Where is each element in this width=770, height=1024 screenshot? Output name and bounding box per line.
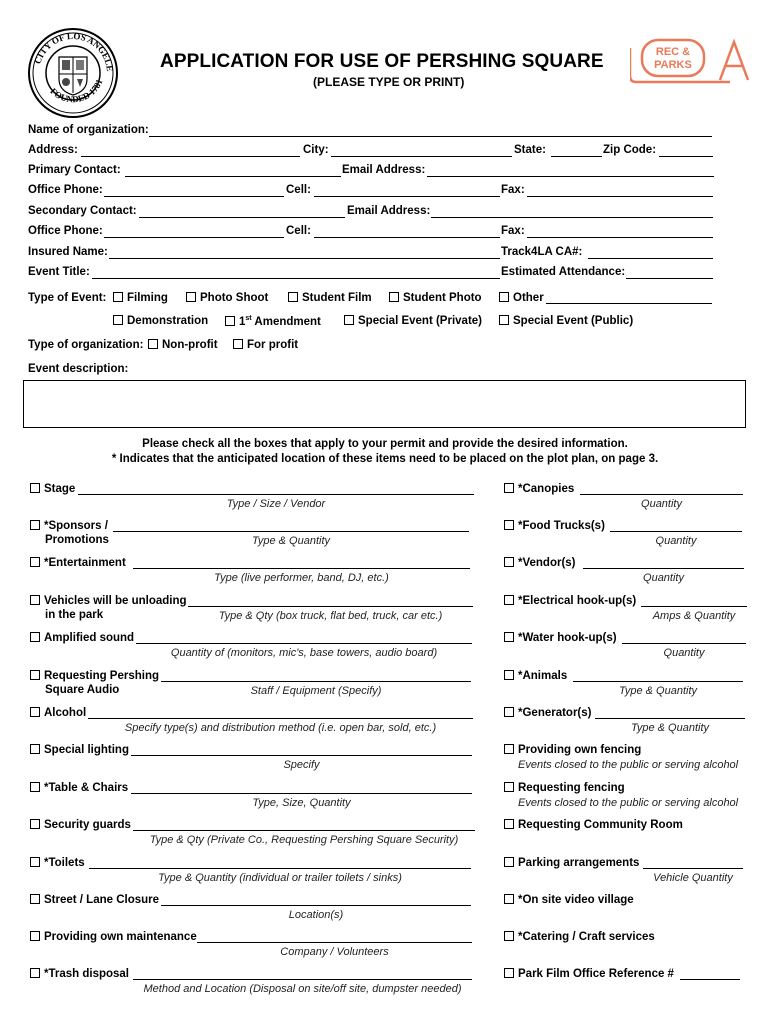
lighting-field[interactable]	[131, 755, 472, 756]
demonstration-label: Demonstration	[127, 315, 209, 327]
logo-rec-text: REC &	[655, 46, 691, 58]
security-checkbox[interactable]	[30, 819, 131, 831]
filming-checkbox[interactable]	[113, 292, 168, 304]
amplified-field[interactable]	[136, 643, 472, 644]
amendment-sup: st	[245, 315, 252, 322]
street-label: Street / Lane Closure	[44, 894, 160, 906]
fax2-label: Fax:	[501, 225, 525, 237]
photo-shoot-checkbox[interactable]	[186, 292, 268, 304]
vehicles-hint: Type & Qty (box truck, flat bed, truck, car etc.)	[218, 610, 443, 622]
email2-label: Email Address:	[347, 205, 431, 217]
checkbox-icon	[504, 857, 514, 867]
vehicles-label-2: in the park	[45, 609, 104, 621]
other-field[interactable]	[546, 303, 712, 304]
toilets-field[interactable]	[89, 868, 471, 869]
zip-label: Zip Code:	[603, 144, 657, 156]
water-hint: Quantity	[663, 647, 705, 659]
checkbox-icon	[288, 292, 298, 302]
film-office-label: Park Film Office Reference #	[518, 968, 674, 980]
photo-shoot-label: Photo Shoot	[200, 292, 269, 304]
generator-hint: Type & Quantity	[630, 722, 710, 734]
sponsors-hint: Type & Quantity	[251, 535, 331, 547]
amplified-label: Amplified sound	[44, 632, 135, 644]
stage-label: Stage	[44, 483, 76, 495]
demonstration-checkbox[interactable]	[113, 315, 208, 327]
checkbox-icon	[504, 632, 514, 642]
entertainment-hint: Type (live performer, band, DJ, etc.)	[214, 572, 389, 584]
logo-parks-text: PARKS	[654, 59, 692, 71]
nonprofit-label: Non-profit	[162, 339, 218, 351]
rec-parks-logo	[630, 34, 755, 100]
generator-label: *Generator(s)	[518, 707, 592, 719]
parking-checkbox[interactable]	[504, 857, 639, 869]
entertainment-label: *Entertainment	[44, 557, 126, 569]
student-photo-label: Student Photo	[403, 292, 482, 304]
video-village-label: *On site video village	[518, 894, 634, 906]
water-label: *Water hook-up(s)	[518, 632, 617, 644]
alcohol-hint: Specify type(s) and distribution method (i.e. open bar, sold, etc.)	[124, 722, 437, 734]
cell2-label: Cell:	[286, 225, 311, 237]
checkbox-icon	[148, 339, 158, 349]
security-field[interactable]	[133, 830, 475, 831]
student-photo-checkbox[interactable]	[389, 292, 482, 304]
alcohol-checkbox[interactable]	[30, 707, 86, 719]
parking-label: Parking arrangements	[518, 857, 640, 869]
org-field[interactable]	[149, 136, 712, 137]
fax1-label: Fax:	[501, 184, 525, 196]
primary-contact-field[interactable]	[125, 176, 341, 177]
checkbox-icon	[504, 557, 514, 567]
filming-label: Filming	[127, 292, 168, 304]
checkbox-icon	[504, 782, 514, 792]
catering-label: *Catering / Craft services	[518, 931, 655, 943]
checkbox-icon	[233, 339, 243, 349]
other-checkbox[interactable]	[499, 292, 544, 304]
checkbox-icon	[30, 782, 40, 792]
checkbox-icon	[186, 292, 196, 302]
address-label: Address:	[28, 144, 78, 156]
student-film-label: Student Film	[302, 292, 372, 304]
video-village-checkbox[interactable]	[504, 894, 634, 906]
page-subtitle: (PLEASE TYPE OR PRINT)	[313, 75, 465, 89]
street-checkbox[interactable]	[30, 894, 159, 906]
vehicles-field[interactable]	[188, 606, 473, 607]
food-checkbox[interactable]	[504, 520, 605, 532]
stage-field[interactable]	[78, 494, 474, 495]
event-type-label: Type of Event:	[28, 292, 107, 304]
primary-contact-label: Primary Contact:	[28, 164, 121, 176]
special-private-checkbox[interactable]	[344, 315, 482, 327]
sponsors-label-2: Promotions	[45, 534, 109, 546]
svg-text:CITY OF LOS ANGELES: CITY OF LOS ANGELE	[32, 30, 116, 72]
canopies-hint: Quantity	[641, 498, 682, 510]
film-office-checkbox[interactable]	[504, 968, 674, 980]
tables-hint: Type, Size, Quantity	[252, 797, 351, 809]
amendment-label: Amendment	[251, 315, 321, 328]
own-fencing-checkbox[interactable]	[504, 744, 641, 756]
parking-field[interactable]	[643, 868, 743, 869]
requesting-audio-hint: Staff / Equipment (Specify)	[250, 685, 382, 697]
event-title-label: Event Title:	[28, 266, 90, 278]
toilets-hint: Type & Quantity (individual or trailer toilets / sinks)	[158, 872, 402, 884]
email2-field[interactable]	[431, 217, 713, 218]
checkbox-icon	[225, 316, 235, 326]
maintenance-checkbox[interactable]	[30, 931, 197, 943]
req-fencing-checkbox[interactable]	[504, 782, 625, 794]
maintenance-field[interactable]	[197, 942, 472, 943]
water-field[interactable]	[622, 643, 746, 644]
electrical-field[interactable]	[641, 606, 747, 607]
film-office-field[interactable]	[680, 979, 740, 980]
checkbox-icon	[504, 483, 514, 493]
org-type-label: Type of organization:	[28, 339, 144, 351]
checkbox-icon	[499, 315, 509, 325]
entertainment-checkbox[interactable]	[30, 557, 126, 569]
catering-checkbox[interactable]	[504, 931, 655, 943]
vendor-label: *Vendor(s)	[518, 557, 576, 569]
requesting-audio-label-2: Square Audio	[45, 684, 120, 696]
requesting-audio-field[interactable]	[161, 681, 471, 682]
food-label: *Food Trucks(s)	[518, 520, 605, 532]
email1-field[interactable]	[427, 176, 714, 177]
cell1-label: Cell:	[286, 184, 311, 196]
checkbox-icon	[30, 632, 40, 642]
own-fencing-label: Providing own fencing	[518, 744, 642, 756]
vendor-field[interactable]	[583, 568, 744, 569]
checkbox-icon	[504, 670, 514, 680]
checkbox-icon	[30, 595, 40, 605]
electrical-label: *Electrical hook-up(s)	[518, 595, 637, 607]
checkbox-icon	[30, 557, 40, 567]
secondary-contact-label: Secondary Contact:	[28, 205, 137, 217]
forprofit-label: For profit	[247, 339, 299, 351]
checkbox-icon	[30, 931, 40, 941]
sponsors-label: *Sponsors /	[44, 520, 108, 532]
req-fencing-label: Requesting fencing	[518, 782, 625, 794]
checkbox-icon	[504, 520, 514, 530]
trash-hint: Method and Location (Disposal on site/off site, dumpster needed)	[143, 983, 462, 995]
checkbox-icon	[30, 707, 40, 717]
checkbox-icon	[30, 670, 40, 680]
security-label: Security guards	[44, 819, 131, 831]
insured-name-label: Insured Name:	[28, 246, 108, 258]
lighting-hint: Specify	[283, 759, 320, 771]
vendor-checkbox[interactable]	[504, 557, 576, 569]
fax1-field[interactable]	[527, 196, 713, 197]
checkbox-icon	[30, 819, 40, 829]
canopies-field[interactable]	[580, 494, 743, 495]
requesting-audio-checkbox[interactable]	[30, 670, 159, 682]
office-phone2-label: Office Phone:	[28, 225, 103, 237]
food-hint: Quantity	[655, 535, 697, 547]
event-description-label: Event description:	[28, 363, 129, 375]
checkbox-icon	[30, 857, 40, 867]
amplified-checkbox[interactable]	[30, 632, 134, 644]
checkbox-icon	[30, 520, 40, 530]
instructions-line1: Please check all the boxes that apply to your permit and provide the desired information.	[142, 438, 628, 450]
email1-label: Email Address:	[342, 164, 426, 176]
checkbox-icon	[389, 292, 399, 302]
tables-checkbox[interactable]	[30, 782, 128, 794]
track-field[interactable]	[588, 258, 713, 259]
sponsors-field[interactable]	[113, 531, 469, 532]
tables-label: *Table & Chairs	[44, 782, 129, 794]
stage-checkbox[interactable]	[30, 483, 75, 495]
special-private-label: Special Event (Private)	[358, 315, 482, 327]
animals-field[interactable]	[573, 681, 743, 682]
checkbox-icon	[504, 707, 514, 717]
food-field[interactable]	[610, 531, 742, 532]
entertainment-field[interactable]	[133, 568, 470, 569]
track-label: Track4LA CA#:	[501, 246, 583, 258]
trash-label: *Trash disposal	[44, 968, 130, 980]
special-public-label: Special Event (Public)	[513, 315, 634, 327]
instructions-line2: * Indicates that the anticipated location of these items need to be placed on the plot plan, on page 3.	[111, 453, 659, 465]
amplified-hint: Quantity of (monitors, mic's, base towers, audio board)	[170, 647, 438, 659]
address-field[interactable]	[81, 156, 300, 157]
zip-field[interactable]	[659, 156, 713, 157]
sponsors-checkbox[interactable]	[30, 520, 108, 532]
req-fencing-hint: Events closed to the public or serving alcohol	[518, 797, 739, 809]
alcohol-label: Alcohol	[44, 707, 87, 719]
checkbox-icon	[504, 819, 514, 829]
special-public-checkbox[interactable]	[499, 315, 633, 327]
other-label: Other	[513, 292, 544, 304]
vehicles-checkbox[interactable]	[30, 595, 187, 607]
animals-label: *Animals	[518, 670, 568, 682]
checkbox-icon	[504, 931, 514, 941]
checkbox-icon	[504, 744, 514, 754]
stage-hint: Type / Size / Vendor	[226, 498, 326, 510]
nonprofit-checkbox[interactable]	[148, 339, 218, 351]
checkbox-icon	[30, 483, 40, 493]
event-title-field[interactable]	[92, 278, 500, 279]
animals-hint: Type & Quantity	[618, 685, 698, 697]
lighting-label: Special lighting	[44, 744, 129, 756]
cell1-field[interactable]	[314, 196, 500, 197]
amendment-number: 1	[239, 315, 246, 328]
student-film-checkbox[interactable]	[288, 292, 372, 304]
city-field[interactable]	[331, 156, 512, 157]
state-label: State:	[514, 144, 546, 156]
vendor-hint: Quantity	[643, 572, 684, 584]
requesting-audio-label: Requesting Pershing	[44, 670, 160, 682]
checkbox-icon	[30, 968, 40, 978]
checkbox-icon	[113, 315, 123, 325]
svg-text:FOUNDED 1781: FOUNDED 1781	[48, 77, 105, 105]
street-field[interactable]	[161, 905, 471, 906]
trash-field[interactable]	[133, 979, 472, 980]
security-hint: Type & Qty (Private Co., Requesting Pershing Square Security)	[149, 834, 459, 846]
office-phone1-field[interactable]	[104, 196, 284, 197]
toilets-checkbox[interactable]	[30, 857, 85, 869]
generator-checkbox[interactable]	[504, 707, 592, 719]
insured-name-field[interactable]	[109, 258, 500, 259]
canopies-checkbox[interactable]	[504, 483, 574, 495]
checkbox-icon	[504, 894, 514, 904]
forprofit-checkbox[interactable]	[233, 339, 298, 351]
toilets-label: *Toilets	[44, 857, 85, 869]
office-phone1-label: Office Phone:	[28, 184, 103, 196]
vehicles-label: Vehicles will be unloading	[44, 595, 187, 607]
first-amendment-checkbox[interactable]	[225, 315, 321, 328]
checkbox-icon	[499, 292, 509, 302]
seal-icon	[27, 27, 119, 119]
event-description-field[interactable]	[23, 380, 746, 428]
alcohol-field[interactable]	[88, 718, 473, 719]
generator-field[interactable]	[595, 718, 745, 719]
water-checkbox[interactable]	[504, 632, 617, 644]
own-fencing-hint: Events closed to the public or serving alcohol	[518, 759, 739, 771]
cell2-field[interactable]	[314, 237, 500, 238]
tables-field[interactable]	[131, 793, 472, 794]
fax2-field[interactable]	[527, 237, 713, 238]
attendance-label: Estimated Attendance:	[501, 266, 626, 278]
maintenance-label: Providing own maintenance	[44, 931, 197, 943]
community-room-label: Requesting Community Room	[518, 819, 683, 831]
attendance-field[interactable]	[626, 278, 713, 279]
checkbox-icon	[504, 595, 514, 605]
checkbox-icon	[30, 894, 40, 904]
electrical-checkbox[interactable]	[504, 595, 636, 607]
org-label: Name of organization:	[28, 124, 149, 136]
maintenance-hint: Company / Volunteers	[280, 946, 389, 958]
secondary-contact-field[interactable]	[139, 217, 345, 218]
animals-checkbox[interactable]	[504, 670, 567, 682]
checkbox-icon	[113, 292, 123, 302]
state-field[interactable]	[551, 156, 602, 157]
page-title: APPLICATION FOR USE OF PERSHING SQUARE	[160, 51, 604, 72]
electrical-hint: Amps & Quantity	[652, 610, 736, 622]
city-seal	[27, 27, 119, 119]
street-hint: Location(s)	[288, 909, 344, 921]
city-label: City:	[303, 144, 329, 156]
checkbox-icon	[344, 315, 354, 325]
checkbox-icon	[504, 968, 514, 978]
parking-hint: Vehicle Quantity	[653, 872, 733, 884]
checkbox-icon	[30, 744, 40, 754]
trash-checkbox[interactable]	[30, 968, 129, 980]
rec-parks-logo-icon	[630, 34, 755, 100]
office-phone2-field[interactable]	[104, 237, 284, 238]
lighting-checkbox[interactable]	[30, 744, 129, 756]
canopies-label: *Canopies	[518, 483, 575, 495]
community-room-checkbox[interactable]	[504, 819, 683, 831]
